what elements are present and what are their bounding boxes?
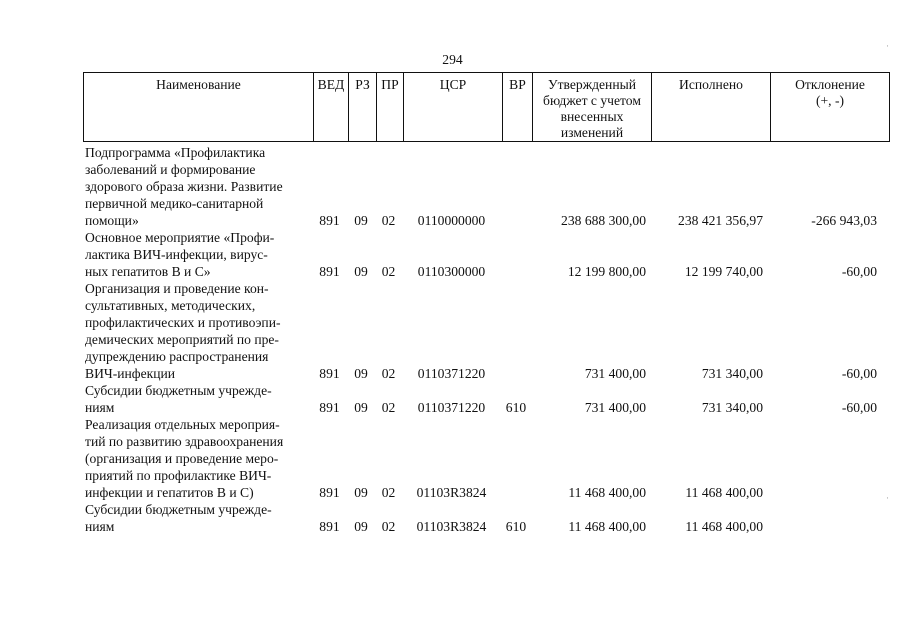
row-pr: 02 (381, 264, 396, 279)
table-row (83, 229, 890, 280)
row-rz: 09 (354, 400, 368, 415)
table-body (83, 144, 890, 535)
row-name: Подпрограмма «Профилактика заболеваний и формирование здорового образа жизни. Развитие первичной медико-санитарной помощи» (85, 145, 283, 228)
header-ved: ВЕД (313, 73, 348, 141)
row-deviation: -60,00 (841, 366, 877, 381)
header-vr: ВР (502, 73, 532, 141)
row-name: Субсидии бюджетным учрежде- ниям (85, 502, 272, 534)
row-budget: 731 400,00 (584, 400, 646, 415)
header-name: Наименование (156, 77, 241, 92)
header-rz: РЗ (348, 73, 376, 141)
table-row (83, 501, 890, 535)
row-name: Реализация отдельных мероприя- тий по развитию здравоохранения (организация и проведение меро- приятий по профилактике ВИЧ- инфекции и гепатитов В и С) (85, 417, 284, 500)
header-pr: ПР (376, 73, 403, 141)
row-executed: 11 468 400,00 (685, 485, 763, 500)
table-row (83, 416, 890, 501)
row-name: Организация и проведение кон- сультативных, методических, профилактических и противоэпи- демических мероприятий по пре- дупреждению распространения ВИЧ-инфекции (85, 281, 281, 381)
row-csr: 0110300000 (417, 264, 486, 279)
row-executed: 731 340,00 (701, 366, 763, 381)
row-csr: 0110371220 (417, 366, 486, 381)
row-csr: 01103R3824 (416, 519, 487, 534)
scan-speck: · (886, 493, 889, 503)
scan-speck: · (886, 41, 889, 51)
header-deviation: Отклонение (+, -) (770, 73, 889, 141)
table-row (83, 382, 890, 416)
row-ved: 891 (319, 400, 340, 415)
row-rz: 09 (354, 366, 368, 381)
row-pr: 02 (381, 213, 396, 228)
header-csr: ЦСР (403, 73, 502, 141)
row-rz: 09 (354, 213, 368, 228)
row-pr: 02 (381, 485, 396, 500)
row-rz: 09 (354, 485, 368, 500)
row-ved: 891 (319, 366, 340, 381)
row-executed: 238 421 356,97 (678, 213, 763, 228)
row-deviation: -60,00 (841, 400, 877, 415)
row-ved: 891 (319, 519, 340, 534)
row-csr: 0110371220 (417, 400, 486, 415)
row-csr: 0110000000 (417, 213, 486, 228)
row-pr: 02 (381, 400, 396, 415)
row-name: Основное мероприятие «Профи- лактика ВИЧ-инфекции, вирус- ных гепатитов В и С» (85, 230, 275, 279)
row-executed: 12 199 740,00 (684, 264, 763, 279)
row-budget: 731 400,00 (584, 366, 646, 381)
row-ved: 891 (319, 213, 340, 228)
row-name: Субсидии бюджетным учрежде- ниям (85, 383, 272, 415)
row-pr: 02 (381, 519, 396, 534)
row-deviation: -266 943,03 (811, 213, 877, 228)
row-budget: 12 199 800,00 (567, 264, 646, 279)
table-row (83, 144, 890, 229)
row-budget: 11 468 400,00 (568, 485, 646, 500)
row-deviation: -60,00 (841, 264, 877, 279)
row-ved: 891 (319, 264, 340, 279)
row-executed: 11 468 400,00 (685, 519, 763, 534)
row-pr: 02 (381, 366, 396, 381)
row-rz: 09 (354, 264, 368, 279)
row-executed: 731 340,00 (701, 400, 763, 415)
row-budget: 238 688 300,00 (561, 213, 646, 228)
page-number: 294 (442, 52, 463, 67)
table-header (83, 72, 890, 142)
row-vr: 610 (505, 519, 527, 534)
row-csr: 01103R3824 (416, 485, 487, 500)
row-vr: 610 (505, 400, 527, 415)
row-budget: 11 468 400,00 (568, 519, 646, 534)
row-rz: 09 (354, 519, 368, 534)
header-executed: Исполнено (651, 73, 770, 141)
header-budget: Утвержденный бюджет с учетом внесенных изменений (532, 73, 651, 141)
table-row (83, 280, 890, 382)
row-ved: 891 (319, 485, 340, 500)
